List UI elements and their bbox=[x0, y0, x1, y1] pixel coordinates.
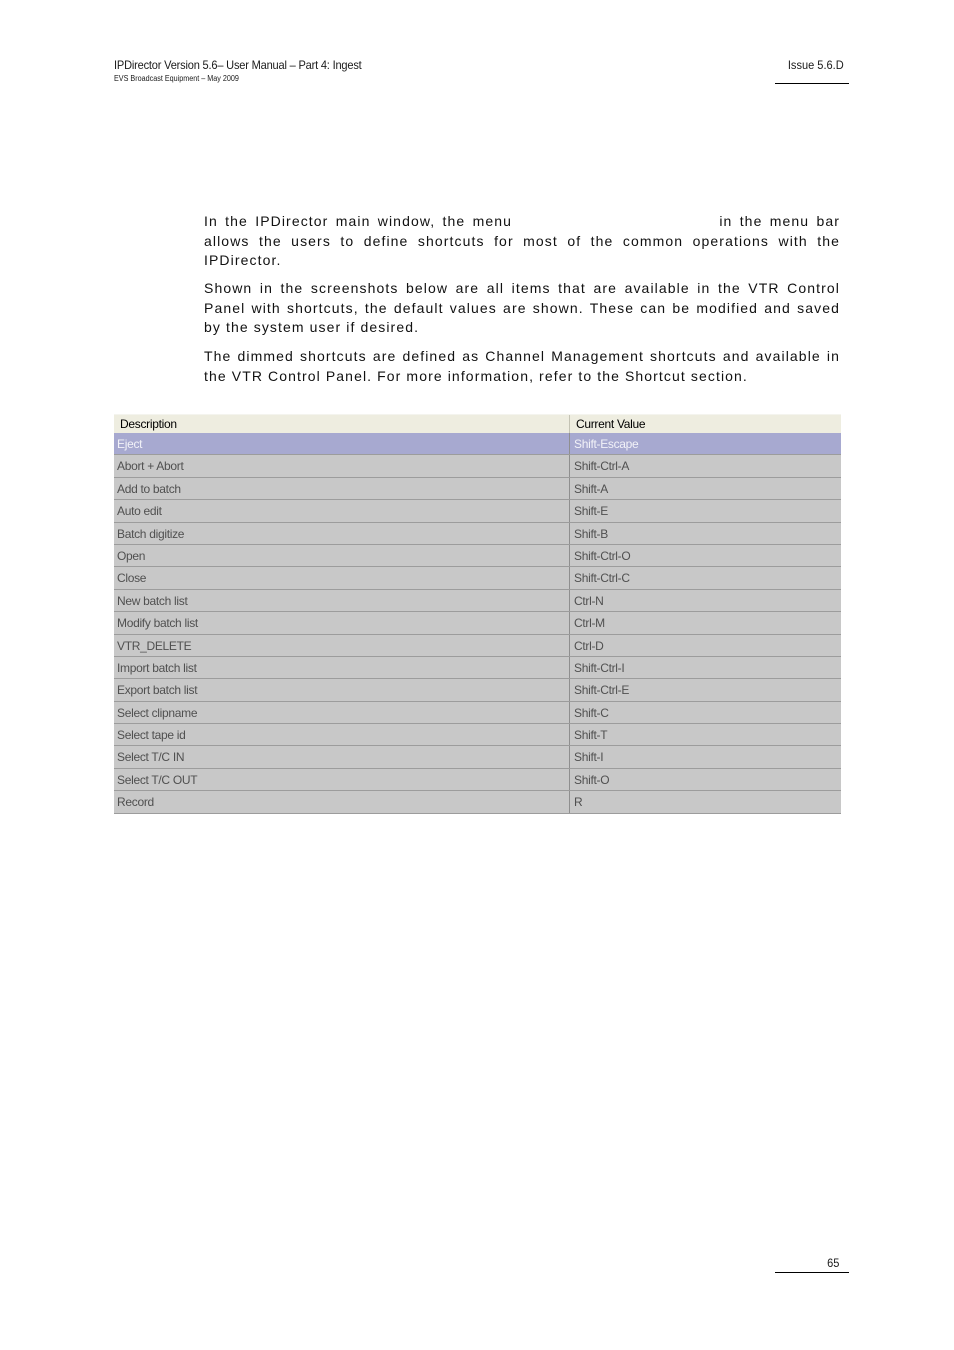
header-rule bbox=[775, 83, 849, 84]
shortcut-value[interactable]: Ctrl-M bbox=[574, 616, 605, 631]
shortcut-description: Auto edit bbox=[114, 500, 570, 521]
shortcut-value[interactable]: Shift-C bbox=[574, 705, 609, 720]
shortcut-description: New batch list bbox=[114, 590, 570, 611]
table-row[interactable] bbox=[114, 746, 841, 768]
shortcut-value[interactable]: Shift-Ctrl-C bbox=[574, 571, 630, 586]
shortcut-description: VTR_DELETE bbox=[114, 635, 570, 656]
table-row[interactable] bbox=[114, 635, 841, 657]
description-paragraph: Shown in the screenshots below are all items that are available in the VTR Control Panel with shortcuts, the default values are shown. These can be modified and saved by the system user if desired. bbox=[204, 280, 840, 336]
shortcut-description: Select clipname bbox=[114, 702, 570, 723]
intro-paragraph-start: In the IPDirector main window, the menu bbox=[204, 213, 513, 229]
shortcut-description: Close bbox=[114, 567, 570, 588]
table-row[interactable] bbox=[114, 590, 841, 612]
dimmed-shortcuts-paragraph: The dimmed shortcuts are defined as Channel Management shortcuts and available in the VTR Control Panel. For more information, refer to the Shortcut section. bbox=[204, 348, 840, 384]
table-row[interactable] bbox=[114, 657, 841, 679]
shortcut-description: Select tape id bbox=[114, 724, 570, 745]
table-row[interactable] bbox=[114, 769, 841, 791]
table-row[interactable] bbox=[114, 679, 841, 701]
shortcut-description: Open bbox=[114, 545, 570, 566]
shortcut-description: Batch digitize bbox=[114, 523, 570, 544]
table-row[interactable] bbox=[114, 702, 841, 724]
table-row[interactable] bbox=[114, 545, 841, 567]
table-row[interactable] bbox=[114, 455, 841, 477]
shortcut-description: Export batch list bbox=[114, 679, 570, 700]
grid-body bbox=[114, 433, 841, 814]
table-row[interactable] bbox=[114, 433, 841, 455]
shortcut-description: Add to batch bbox=[114, 478, 570, 499]
shortcut-value[interactable]: Ctrl-N bbox=[574, 593, 604, 608]
shortcut-value[interactable]: R bbox=[574, 795, 583, 810]
shortcut-value[interactable]: Shift-E bbox=[574, 504, 608, 519]
grid-header bbox=[114, 414, 841, 433]
shortcut-value[interactable]: Shift-Ctrl-E bbox=[574, 683, 630, 698]
shortcut-value[interactable]: Shift-O bbox=[574, 772, 610, 787]
intro-paragraph-end: in the menu bar allows the users to define shortcuts for most of the common operations with the IPDirector. bbox=[204, 213, 840, 269]
shortcut-value[interactable]: Shift-Ctrl-O bbox=[574, 548, 631, 563]
intro-paragraph bbox=[204, 212, 840, 271]
shortcut-description: Import batch list bbox=[114, 657, 570, 678]
shortcut-value[interactable]: Ctrl-D bbox=[574, 638, 604, 653]
table-row[interactable] bbox=[114, 612, 841, 634]
table-row[interactable] bbox=[114, 500, 841, 522]
shortcut-description: Modify batch list bbox=[114, 612, 570, 633]
document-subtitle: EVS Broadcast Equipment – May 2009 bbox=[114, 74, 239, 83]
shortcut-value[interactable]: Shift-B bbox=[574, 526, 608, 541]
shortcut-description: Select T/C OUT bbox=[114, 769, 570, 790]
shortcut-description: Record bbox=[114, 791, 570, 812]
shortcut-value[interactable]: Shift-I bbox=[574, 750, 604, 765]
table-row[interactable] bbox=[114, 567, 841, 589]
footer-rule bbox=[775, 1272, 849, 1273]
document-title: IPDirector Version 5.6– User Manual – Part 4: Ingest bbox=[114, 58, 362, 72]
page-number: 65 bbox=[826, 1256, 839, 1270]
shortcut-grid bbox=[114, 414, 841, 814]
shortcut-description: Abort + Abort bbox=[114, 455, 570, 476]
shortcut-value[interactable]: Shift-Ctrl-I bbox=[574, 660, 625, 675]
issue-number: Issue 5.6.D bbox=[788, 58, 844, 72]
shortcut-value[interactable]: Shift-T bbox=[574, 728, 608, 743]
shortcut-description: Eject bbox=[114, 433, 570, 454]
shortcut-value[interactable]: Shift-Ctrl-A bbox=[574, 459, 630, 474]
table-row[interactable] bbox=[114, 523, 841, 545]
table-row[interactable] bbox=[114, 478, 841, 500]
column-header-description[interactable]: Description bbox=[114, 415, 570, 433]
shortcut-value[interactable]: Shift-A bbox=[574, 481, 608, 496]
column-header-current-value[interactable]: Current Value bbox=[576, 417, 646, 431]
table-row[interactable] bbox=[114, 791, 841, 813]
table-row[interactable] bbox=[114, 724, 841, 746]
shortcut-description: Select T/C IN bbox=[114, 746, 570, 767]
shortcut-value[interactable]: Shift-Escape bbox=[574, 437, 639, 451]
